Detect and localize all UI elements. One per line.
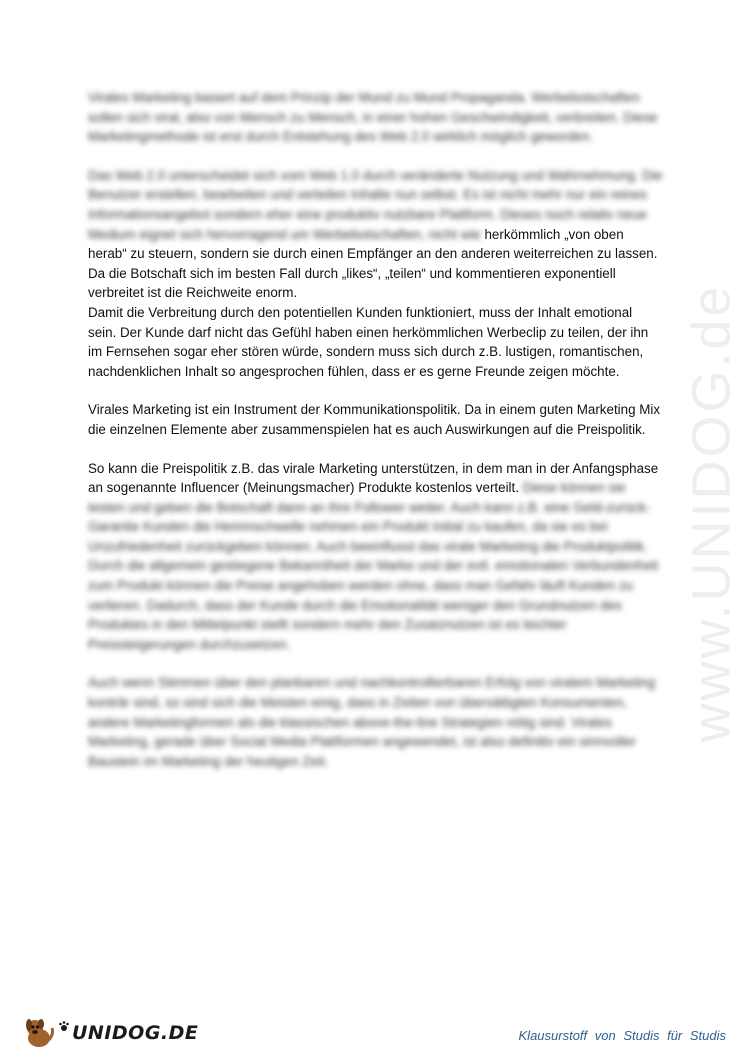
blurred-text: Das Web 2.0 unterscheidet sich vom Web 1.0 durch veränderte Nutzung und Wahrnehmung. Die Benutzer erstellen, bearbeiten und verteilen Inhalte nun selbst. Es ist nicht mehr nur ein reines Informationsangebot sondern eher eine produktiv nutzbare Plattform. Dieses noch relativ neue Medium eignet sich hervorragend um Werbebotschaften, nicht wie xyxy=(88,167,663,242)
dog-mascot-icon xyxy=(22,1016,56,1050)
blurred-text: Auch wenn Stimmen über den planbaren und nachkontrollierbaren Erfolg von viralem Marketing konträr sind, so sind sich die Meisten einig, dass in Zeiten von übersättigten Konsumenten, andere Marketingformen als die klassischen above-the-line Strategien nötig sind. Virales Marketing, gerade über Social Media Plattformen angewendet, ist also definitiv ein sinnvoller Baustein im Marketing der heutigen Zeit. xyxy=(88,675,656,769)
logo-text: UNIDOG.DE xyxy=(72,1022,199,1044)
footer-tagline: Klausurstoff von Studis für Studis xyxy=(518,1028,726,1043)
paragraph xyxy=(88,400,663,439)
watermark xyxy=(682,278,742,748)
visible-text: Damit die Verbreitung durch den potentiellen Kunden funktioniert, muss der Inhalt emotional sein. Der Kunde darf nicht das Gefühl haben einen herkömmlichen Werbeclip zu teilen, der ihn im Fernsehen sogar eher stören würde, sondern muss sich durch z.B. lustigen, romantischen, nachdenklichen Inhalt so angesprochen fühlen, dass er es gerne Freunde zeigen möchte. xyxy=(88,304,649,379)
visible-text: So kann die Preispolitik z.B. das virale Marketing unterstützen, in dem man in der Anfangsphase an sogenannte Influencer (Meinungsmacher) Produkte kostenlos verteilt. xyxy=(88,460,659,496)
visible-text: herkömmlich „von oben herab“ zu steuern, sondern sie durch einen Empfänger an den anderen weiterreichen zu lassen. Da die Botschaft sich im besten Fall durch „likes“, „teilen“ und kommentieren exponentiell verbreitet ist die Reichweite enorm. xyxy=(88,226,658,301)
paragraph xyxy=(88,673,663,771)
blurred-text: Virales Marketing basiert auf dem Prinzip der Mund zu Mund Propaganda. Werbebotschaften sollen sich viral, also von Mensch zu Mensch, in einer hohen Geschwindigkeit, verbreiten. Diese Marketingmethode ist erst durch Entstehung des Web 2.0 wirklich möglich geworden. xyxy=(88,90,658,145)
paragraph xyxy=(88,166,663,382)
paragraph xyxy=(88,459,663,655)
body-text xyxy=(88,88,663,790)
watermark-text: www.UNIDOG.de xyxy=(682,283,742,743)
visible-text: Virales Marketing ist ein Instrument der Kommunikationspolitik. Da in einem guten Marketing Mix die einzelnen Elemente aber zusammenspielen hat es auch Auswirkungen auf die Preispolitik. xyxy=(88,402,661,437)
blurred-text: Diese können sie testen und geben die Botschaft dann an ihre Follower weiter. Auch kann z.B. eine Geld-zurück-Garantie Kunden die Hemmschwelle nehmen ein Produkt initial zu kaufen, da sie es bei Unzufriedenheit zurückgeben können. Auch beeinflusst das virale Marketing die Produktpolitik. Durch die allgemein gestiegene Bekanntheit der Marke und der evtl. emotionalen Verbundenheit zum Produkt können die Preise angehoben werden ohne, dass man Gefahr läuft Kunden zu verlieren. Dadurch, dass der Kunde durch die Emotionalität weniger den Grundnutzen des Produktes in den Mittelpunkt stellt sondern mehr den Zusatznutzen ist es leichter Preissteigerungen durchzusetzen. xyxy=(88,480,659,652)
paragraph xyxy=(88,88,663,147)
unidog-logo xyxy=(22,1015,198,1051)
paw-icon xyxy=(58,1020,70,1032)
